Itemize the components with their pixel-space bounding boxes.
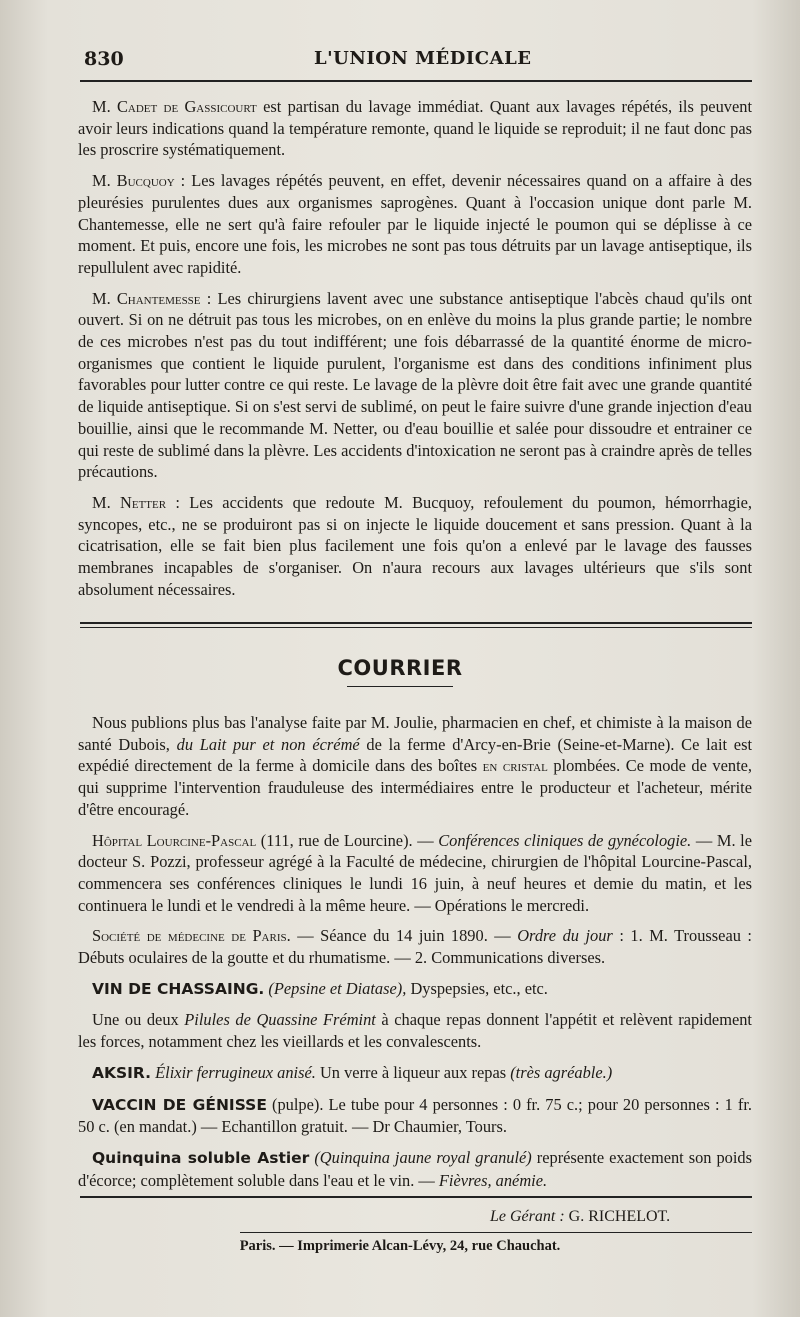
paragraph-netter: M. Netter : Les accidents que redoute M. Bucquoy, refoulement du poumon, hémorrhagie, syncopes, etc., ne se produiront pas si on injecte le liquide doucement et sans pression. Quant à la cicatrisation, elle se fait bien plus facilement une fois qu'on a enlevé par le lavage des fausses membranes incapables de s'organiser. On n'aura recours aux lavages ultérieurs que s'ils sont absolument nécessaires.	[78, 492, 752, 599]
courrier-section	[78, 712, 752, 1200]
courrier-underline	[347, 686, 453, 687]
paragraph-text: Les lavages répétés peuvent, en effet, devenir nécessaires quand on a affaire à des pleurésies purulentes dues aux organismes saprogènes. Quant à l'occasion unique dont parle M. Chantemesse, elle ne sert qu'à faire refouler par le liquide injecté le poumon qui se déplisse à ce moment. Et puis, encore une fois, les microbes ne sont pas tous détruits par un lavage antiseptique, ils repullulent avec rapidité.	[78, 171, 753, 277]
section-rule-top	[80, 622, 752, 624]
paragraph-hopital: Hôpital Lourcine-Pascal (111, rue de Lourcine). — Conférences cliniques de gynécologie. — M. le docteur S. Pozzi, professeur agrégé à la Faculté de médecine, chirurgien de l'hôpital Lourcine-Pascal, commencera ses conférences cliniques le lundi 16 juin, à neuf heures et demie du matin, et les continuera le lundi et le vendredi à la même heure. — Opérations le mercredi.	[78, 830, 752, 915]
ad-vaccin: VACCIN DE GÉNISSE (pulpe). Le tube pour 4 personnes : 0 fr. 75 c.; pour 20 personnes : 1 fr. 50 c. (en mandat.) — Echantillon gratuit. — Dr Chaumier, Tours.	[78, 1094, 752, 1137]
gerant-signature: Le Gérant : G. RICHELOT.	[490, 1208, 671, 1225]
ad-pilules: Une ou deux Pilules de Quassine Frémint à chaque repas donnent l'appétit et relèvent rapidement les forces, notamment chez les vieillards et les convalescents.	[78, 1010, 752, 1052]
paragraph-chantemesse: M. Chantemesse : Les chirurgiens lavent avec une substance antiseptique l'abcès chaud qu'ils ont ouvert. Si on ne détruit pas tous les microbes, on en enlève du moins la plus grande partie; le nombre de ces microbes n'est pas du tout indifférent; une fois débarrassé de la quantité énorme de micro-organismes que contient le liquide purulent, l'organisme est dans des conditions infiniment plus favorables pour lutter contre ce qui reste. Le lavage de la plèvre doit être fait avec une grande quantité de liquide antiseptique. Si on s'est servi de sublimé, on peut le faire suivre d'une grande injection d'eau bouillie, ainsi que le recommande M. Netter, ou d'eau bouillie et salée pour dissoudre et entrainer ce qui reste de sublimé dans la plèvre. Les accidents d'intoxication ne seront pas à craindre après de telles précautions.	[78, 288, 752, 482]
running-header	[84, 46, 750, 76]
paragraph-text: Les accidents que redoute M. Bucquoy, refoulement du poumon, hémorrhagie, syncopes, etc., ne se produiront pas si on injecte le liquide doucement et sans pression. Quant à la cicatrisation, elle se fait bien plus facilement une fois qu'on a enlevé par le lavage des fausses membranes incapables de s'organiser. On n'aura recours aux lavages ultérieurs que s'ils sont absolument nécessaires.	[78, 492, 752, 599]
imprimerie-line: Paris. — Imprimerie Alcan-Lévy, 24, rue Chauchat.	[239, 1238, 561, 1254]
ad-vin: VIN DE CHASSAING. (Pepsine et Diatase), Dyspepsies, etc., etc.	[92, 978, 548, 998]
paragraph-societe: Société de médecine de Paris. — Séance du 14 juin 1890. — Ordre du jour : 1. M. Trousseau : Débuts oculaires de la goutte et du rhumatisme. — 2. Communications diverses.	[78, 926, 752, 968]
ad-aksir: AKSIR. Élixir ferrugineux anisé. Un verre à liqueur aux repas (très agréable.)	[92, 1062, 613, 1082]
speaker-name: M. Chantemesse	[92, 288, 201, 308]
speaker-name: M. Bucquoy	[92, 171, 175, 191]
discussion-section	[78, 96, 752, 609]
speaker-name: M. Cadet de Gassicourt	[92, 97, 257, 116]
journal-title: L'UNION MÉDICALE	[314, 48, 532, 69]
page-number: 830	[84, 48, 124, 70]
paragraph-text: Les chirurgiens lavent avec une substance antiseptique l'abcès chaud qu'ils ont ouvert. Si on ne détruit pas tous les microbes, on en enlève du moins la plus grande partie; le nombre de ces microbes n'est pas du tout indifférent; une fois débarrassé de la quantité énorme de micro-organismes que contient le liquide purulent, l'organisme est dans des conditions infiniment plus favorables pour lutter contre ce qui reste. Le lavage de la plèvre doit être fait avec une grande quantité de liquide antiseptique. Si on s'est servi de sublimé, on peut le faire suivre d'une grande injection d'eau bouillie, ainsi que le recommande M. Netter, ou d'eau bouillie et salée pour dissoudre et entrainer ce qui reste de sublimé dans la plèvre. Les accidents d'intoxication ne seront pas à craindre après de telles précautions.	[78, 288, 752, 482]
footer-rule	[80, 1196, 752, 1198]
section-rule-bottom	[80, 627, 752, 628]
header-rule	[80, 80, 752, 82]
paragraph-lait: Nous publions plus bas l'analyse faite par M. Joulie, pharmacien en chef, et chimiste à la maison de santé Dubois, du Lait pur et non écrémé de la ferme d'Arcy-en-Brie (Seine-et-Marne). Ce lait est expédié directement de la ferme à domicile dans des boîtes en cristal plombées. Ce mode de vente, qui supprime l'intervention frauduleuse des intermédiaires entre le producteur et l'acheteur, mérite d'être encouragé.	[78, 713, 753, 819]
courrier-title: COURRIER	[337, 656, 463, 680]
paragraph-cadet	[78, 96, 752, 161]
paragraph-bucquoy: M. Bucquoy : Les lavages répétés peuvent, en effet, devenir nécessaires quand on a affaire à des pleurésies purulentes dues aux organismes saprogènes. Quant à l'occasion unique dont parle M. Chantemesse, elle ne sert qu'à faire refouler par le liquide injecté le poumon qui se déplisse à ce moment. Et puis, encore une fois, les microbes ne sont pas tous détruits par un lavage antiseptique, ils repullulent avec rapidité.	[78, 171, 753, 277]
ad-quinquina: Quinquina soluble Astier (Quinquina jaune royal granulé) représente exactement son poids d'écorce; complètement soluble dans l'eau et le vin. — Fièvres, anémie.	[78, 1147, 752, 1190]
imprimerie-rule	[240, 1232, 752, 1233]
paragraph-text: est partisan du lavage immédiat. Quant aux lavages répétés, ils peuvent avoir leurs indications quand la température remonte, quand le liquide se reproduit; il ne faut donc pas les proscrire systématiquement.	[78, 97, 753, 160]
speaker-name: M. Netter	[92, 492, 167, 512]
